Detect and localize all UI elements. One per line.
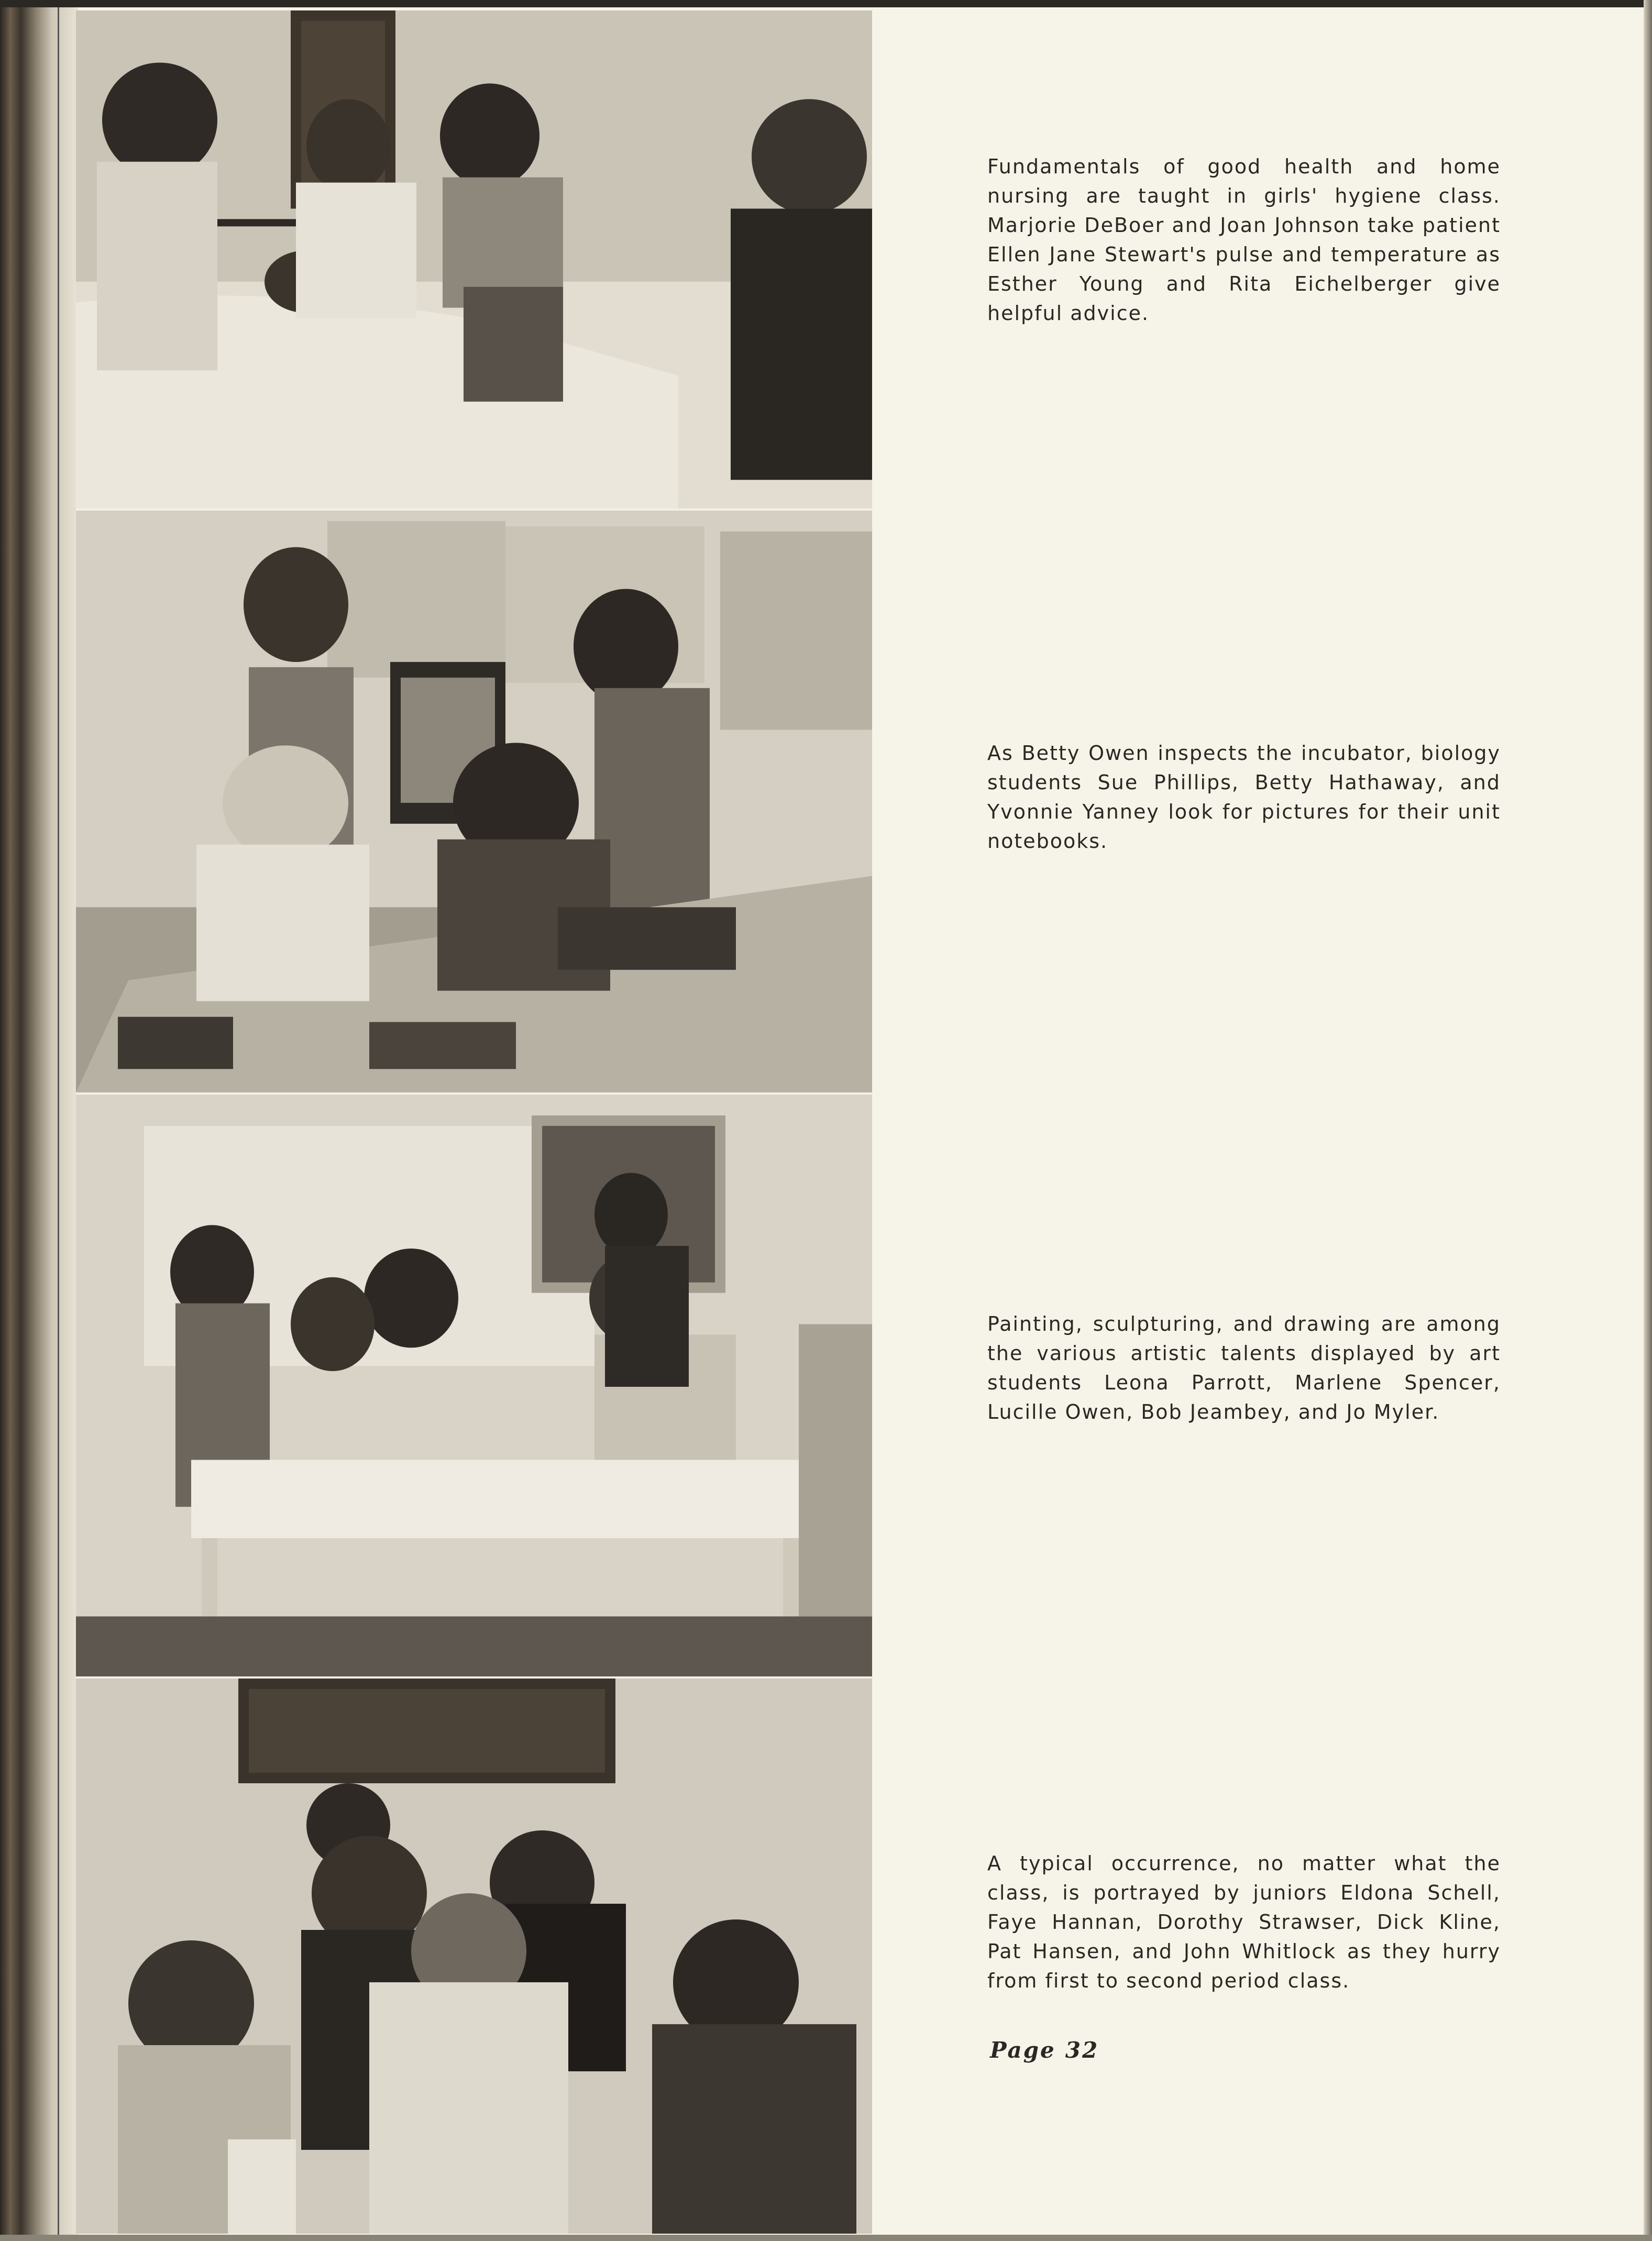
- page-bottom-edge: [0, 2235, 1652, 2241]
- caption-biology: As Betty Owen inspects the incubator, biology students Sue Phillips, Betty Hathaway, and Yvonnie Yanney look for pictures for their unit notebooks.: [987, 742, 1501, 853]
- binding-line: [58, 0, 59, 2241]
- page-binding: [0, 0, 79, 2241]
- biology-class-photo: [76, 511, 872, 1095]
- page-number: [990, 2037, 1099, 2063]
- page-top-edge: [0, 0, 1652, 7]
- page-number-value: 32: [1065, 2037, 1099, 2063]
- caption-hygiene: Fundamentals of good health and home nursing are taught in girls' hygiene class. Marjorie DeBoer and Joan Johnson take patient Ellen Jane Stewart's pulse and temperature as Esther Young and Rita Eichelberger give helpful advice.: [987, 155, 1501, 325]
- page-right-edge: [1644, 0, 1652, 2241]
- page-number-label: Page: [990, 2037, 1056, 2063]
- hygiene-class-photo: [76, 10, 872, 511]
- caption-art: Painting, sculpturing, and drawing are among the various artistic talents displayed by art students Leona Parrott, Marlene Spencer, Lucille Owen, Bob Jeambey, and Jo Myler.: [987, 1312, 1501, 1423]
- art-class-photo: [76, 1095, 872, 1679]
- hallway-students-photo: [76, 1679, 872, 2234]
- caption-hallway: A typical occurrence, no matter what the class, is portrayed by juniors Eldona Schell, Faye Hannan, Dorothy Strawser, Dick Kline, Pat Hansen, and John Whitlock as they hurry from first to second period class.: [987, 1852, 1501, 1992]
